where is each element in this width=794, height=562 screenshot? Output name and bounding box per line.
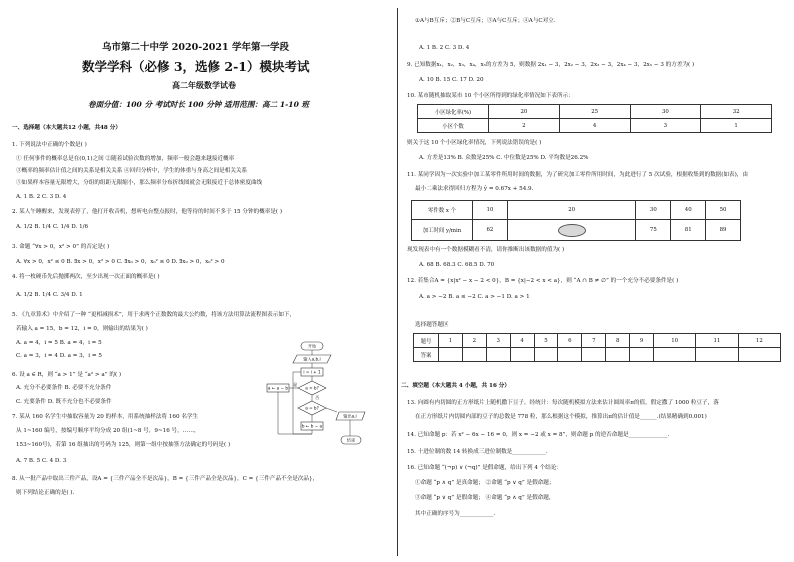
flow-cond2-text: a = b? bbox=[305, 405, 319, 411]
table-cell: 题号 bbox=[414, 334, 439, 348]
table-cell: 小区个数 bbox=[418, 119, 489, 133]
question-line: 16. 已知命题 “(¬p) ∨ (¬q)” 是假命题，给出下列 4 个结论： bbox=[407, 465, 563, 471]
algorithm-flowchart bbox=[265, 340, 375, 454]
question-line: 现发现表中有一个数据模糊看不清，请你推断出该数据的值为( ) bbox=[407, 247, 565, 253]
question-line: 4. 将一枚硬币先后抛掷两次，至少出现一次正面的概率是( ) bbox=[12, 274, 160, 280]
school-title: 乌市第二十中学 2020-2021 学年第一学段 bbox=[102, 42, 289, 53]
question-line: 1. 下列说法中正确的个数是( ) bbox=[12, 142, 87, 148]
question-line: ① 任何事件的概率总是在(0,1)之间 ②随着试验次数的增加，频率一般会越来越接近概率 bbox=[16, 156, 235, 162]
table-cell: 30 bbox=[630, 105, 701, 119]
question-line: 15. 十进位制的数 14 转换成三进位制数是____________. bbox=[407, 449, 548, 455]
question-line: 则下列结论正确的是( ). bbox=[16, 490, 75, 496]
question-line: 153~160号)，若第 16 组抽出的号码为 125，则第一组中按抽签方法确定的号码是( ) bbox=[16, 442, 231, 448]
question-line: A. 1/2 B. 1/4 C. 3/4 D. 1 bbox=[16, 292, 83, 298]
table-cell: 12 bbox=[738, 334, 780, 348]
table-cell: 75 bbox=[636, 220, 671, 241]
answer-cell-2[interactable] bbox=[462, 348, 486, 362]
exam-subtitle: 高二年级数学试卷 bbox=[172, 80, 236, 90]
question-line: 14. 已知命题 p：若 x² − 6x − 16 = 0，则 x = −2 或 x = 8”，则命题 p 的逆否命题是______________. bbox=[407, 432, 670, 438]
answer-cell-7[interactable] bbox=[582, 348, 606, 362]
section-choice-title: 一、选择题（本大题共12 小题，共48 分） bbox=[12, 125, 121, 131]
question-line: A. 方差是13% B. 众数是25% C. 中位数是25% D. 平均数是26.2% bbox=[419, 155, 589, 161]
table-cell: 81 bbox=[671, 220, 706, 241]
answer-cell-8[interactable] bbox=[606, 348, 630, 362]
blurred-cell bbox=[507, 220, 636, 241]
table-cell: 4 bbox=[559, 119, 630, 133]
table-cell: 89 bbox=[706, 220, 741, 241]
table-cell: 20 bbox=[489, 105, 560, 119]
answer-cell-12[interactable] bbox=[738, 348, 780, 362]
table-cell: 零件数 x 个 bbox=[412, 201, 473, 220]
question-line: A. 充分不必要条件 B. 必要不充分条件 bbox=[16, 385, 112, 391]
flow-start-text: 开始 bbox=[307, 343, 317, 349]
table-cell: 8 bbox=[606, 334, 630, 348]
table-row bbox=[412, 201, 741, 220]
table-row bbox=[414, 334, 781, 348]
table-cell: 11 bbox=[696, 334, 738, 348]
question-line: ⑤如果样本容量无限增大，分组的组距无限缩小，那么频率分布折线图就会无限接近于总体密度曲线 bbox=[16, 180, 263, 186]
table-row bbox=[418, 119, 772, 133]
question-line: 2. 某人午睡醒来，发现表停了，他打开收音机，想听电台整点报时，他等待的时间不多于 15 分钟的概率是( ) bbox=[12, 209, 283, 215]
table-cell: 2 bbox=[489, 119, 560, 133]
table-cell: 50 bbox=[706, 201, 741, 220]
question-line: 从 1~160 编号，按编号顺序平均分成 20 组(1~8 号，9~16 号，……， bbox=[16, 428, 200, 434]
table-cell: 4 bbox=[510, 334, 534, 348]
question-line: A. ∀x > 0，x² ≤ 0 B. ∃x > 0，x² > 0 C. ∃x₀ > 0，x₀² ≤ 0 D. ∃x₀ > 0，x₀² > 0 bbox=[16, 259, 225, 265]
question-line: ①命题 “p ∧ q” 是真命题； ②命题 “p ∨ q” 是假命题； bbox=[415, 480, 555, 486]
question-line: 若输入 a = 15，b = 12，i = 0，则输出的结果为( ) bbox=[16, 326, 148, 332]
table-row bbox=[412, 220, 741, 241]
question-line: 3. 命题 “∀x > 0，x² > 0” 的否定是( ) bbox=[12, 244, 110, 250]
question-line: A. 10 B. 15 C. 17 D. 20 bbox=[419, 77, 484, 83]
table-cell: 3 bbox=[630, 119, 701, 133]
question-line: 7. 某从 160 名学生中抽取容量为 20 的样本，用系统抽样法将 160 名学生 bbox=[12, 414, 199, 420]
flow-output-text: 输出a,i bbox=[343, 413, 357, 419]
question-line: A. a = 4，i = 5 B. a = 4，i = 5 bbox=[16, 340, 102, 346]
flow-assign-text: i = i + 1 bbox=[303, 369, 321, 375]
answer-cell-5[interactable] bbox=[534, 348, 558, 362]
question-line: 最小二乘法求得回归方程为 ŷ = 0.67x + 54.9. bbox=[415, 186, 534, 192]
question-line: C. 充要条件 D. 既不充分也不必要条件 bbox=[16, 399, 112, 405]
answer-cell-4[interactable] bbox=[510, 348, 534, 362]
right-column bbox=[397, 0, 794, 562]
green-rate-table bbox=[417, 104, 772, 133]
table-row bbox=[418, 105, 772, 119]
answer-cell-11[interactable] bbox=[696, 348, 738, 362]
question-line: 12. 若集合A = {x|x² − x − 2 < 0}，B = {x|−2 < x < a}，则 “A ∩ B ≠ ∅” 的一个充分不必要条件是( ) bbox=[407, 278, 679, 284]
flow-op2-text: b ← b − a bbox=[301, 423, 323, 429]
flow-end-text: 结束 bbox=[346, 437, 356, 443]
flow-cond1-text: a > b? bbox=[305, 385, 319, 391]
question-line: A. a > −2 B. a ≤ −2 C. a > −1 D. a > 1 bbox=[419, 294, 530, 300]
table-cell: 3 bbox=[486, 334, 510, 348]
question-line: A. 68 B. 68.3 C. 68.5 D. 70 bbox=[419, 262, 495, 268]
answer-cell-10[interactable] bbox=[654, 348, 696, 362]
table-cell: 40 bbox=[671, 201, 706, 220]
table-cell: 30 bbox=[636, 201, 671, 220]
question-line: 6. 设 a ∈ R，则 “a > 1” 是 “a² > a” 的( ) bbox=[12, 372, 122, 378]
table-cell: 10 bbox=[654, 334, 696, 348]
question-line: A. 1 B. 2 C. 3 D. 4 bbox=[16, 194, 67, 200]
question-line: ③概率的频率估计值之间的关系是相关关系 ④回归分析中，学生的体重与身高之间是相关关系 bbox=[16, 168, 248, 174]
question-line: 10. 某市随机抽取某市 10 个小区所得到的绿化率情况如下表所示： bbox=[407, 93, 574, 99]
question-line: A. 1 B. 2 C. 3 D. 4 bbox=[419, 45, 470, 51]
table-cell: 1 bbox=[439, 334, 463, 348]
question-line: A. 1/2 B. 1/4 C. 1/4 D. 1/6 bbox=[16, 224, 89, 230]
answer-cell-9[interactable] bbox=[630, 348, 654, 362]
question-line: 8. 从一批产品中取出三件产品，设A = {三件产品全不是次品}，B = {三件产品全是次品}，C = {三件产品不全是次品}， bbox=[12, 476, 319, 482]
flow-op1-text: a ← a − b bbox=[267, 385, 289, 391]
question-line: ③命题 “p ∨ q” 是假命题； ④命题 “p ∧ q” 是假命题， bbox=[415, 495, 555, 501]
flow-yes-label: 是 bbox=[293, 382, 298, 387]
section-fill-title: 二、填空题（本大题共 4 小题，共 16 分） bbox=[401, 383, 510, 389]
question-line: 9. 已知数据x₁，x₂，x₃，x₄，x₅的方差为 5，则数据 2x₁ − 3，2x₂ − 3，2x₃ − 3，2x₄ − 3，2x₅ − 3 的方差为( ) bbox=[407, 62, 695, 68]
question-line: 在正方形纸片内切圆内部的豆子的总数是 778 粒，那么根据这个模拟，推算出π的估计值是______.(结果精确到0.001) bbox=[415, 414, 707, 420]
exam-info: 卷面分值：100 分 考试时长 100 分钟 适用范围：高二 1-10 班 bbox=[88, 100, 310, 109]
answer-cell-6[interactable] bbox=[558, 348, 582, 362]
question-line: 5. 《九章算术》中介绍了一种 “更相减损术”，用于求两个正数数的最大公约数，将该方法用算法流程图表示如下， bbox=[12, 312, 296, 318]
parts-table bbox=[411, 200, 741, 241]
table-cell: 20 bbox=[507, 201, 636, 220]
answer-cell-3[interactable] bbox=[486, 348, 510, 362]
table-cell: 62 bbox=[473, 220, 508, 241]
exam-main-title: 数学学科（必修 3，选修 2-1）模块考试 bbox=[82, 59, 310, 74]
question-line: 则关于这 10 个小区绿化率情况，下列说法错误的是( ) bbox=[407, 140, 542, 146]
blurred-ellipse bbox=[558, 224, 586, 237]
table-cell: 2 bbox=[462, 334, 486, 348]
table-row bbox=[414, 348, 781, 362]
question-line: 13. 向圆有内切圆的正方形纸片上随机撒下豆子，经统计：每次随机模拟方法来估计圆周率π的值，假定撒了 1000 粒豆子，落 bbox=[407, 400, 719, 406]
table-cell: 6 bbox=[558, 334, 582, 348]
question-line: 其中正确的序号为____________. bbox=[415, 511, 496, 517]
question-line: C. a = 3，i = 4 D. a = 3，i = 5 bbox=[16, 353, 102, 359]
question-line: 11. 某同学因为一次实验中加工某零件所用时间的数据，为了研究加工零件所用时间，为此进行了 5 次试验，根据收集到的数据(如表)，由 bbox=[407, 172, 748, 178]
flow-input-text: 输入a,b,i bbox=[303, 356, 321, 362]
table-cell: 9 bbox=[630, 334, 654, 348]
table-cell: 7 bbox=[582, 334, 606, 348]
table-cell: 25 bbox=[559, 105, 630, 119]
table-cell: 10 bbox=[473, 201, 508, 220]
table-cell: 32 bbox=[701, 105, 772, 119]
question-line: ①A与B互斥；②B与C互斥；③A与C互斥；④A与C对立. bbox=[415, 18, 556, 24]
flow-no-label: 否 bbox=[315, 395, 320, 400]
table-cell: 加工时间 y/min bbox=[412, 220, 473, 241]
table-cell: 答案 bbox=[414, 348, 439, 362]
answer-table bbox=[413, 333, 781, 362]
table-cell: 5 bbox=[534, 334, 558, 348]
answer-area-title: 选择题答题区 bbox=[415, 322, 449, 328]
table-cell: 小区绿化率(%) bbox=[418, 105, 489, 119]
question-line: A. 7 B. 5 C. 4 D. 3 bbox=[16, 458, 67, 464]
answer-cell-1[interactable] bbox=[439, 348, 463, 362]
table-cell: 1 bbox=[701, 119, 772, 133]
